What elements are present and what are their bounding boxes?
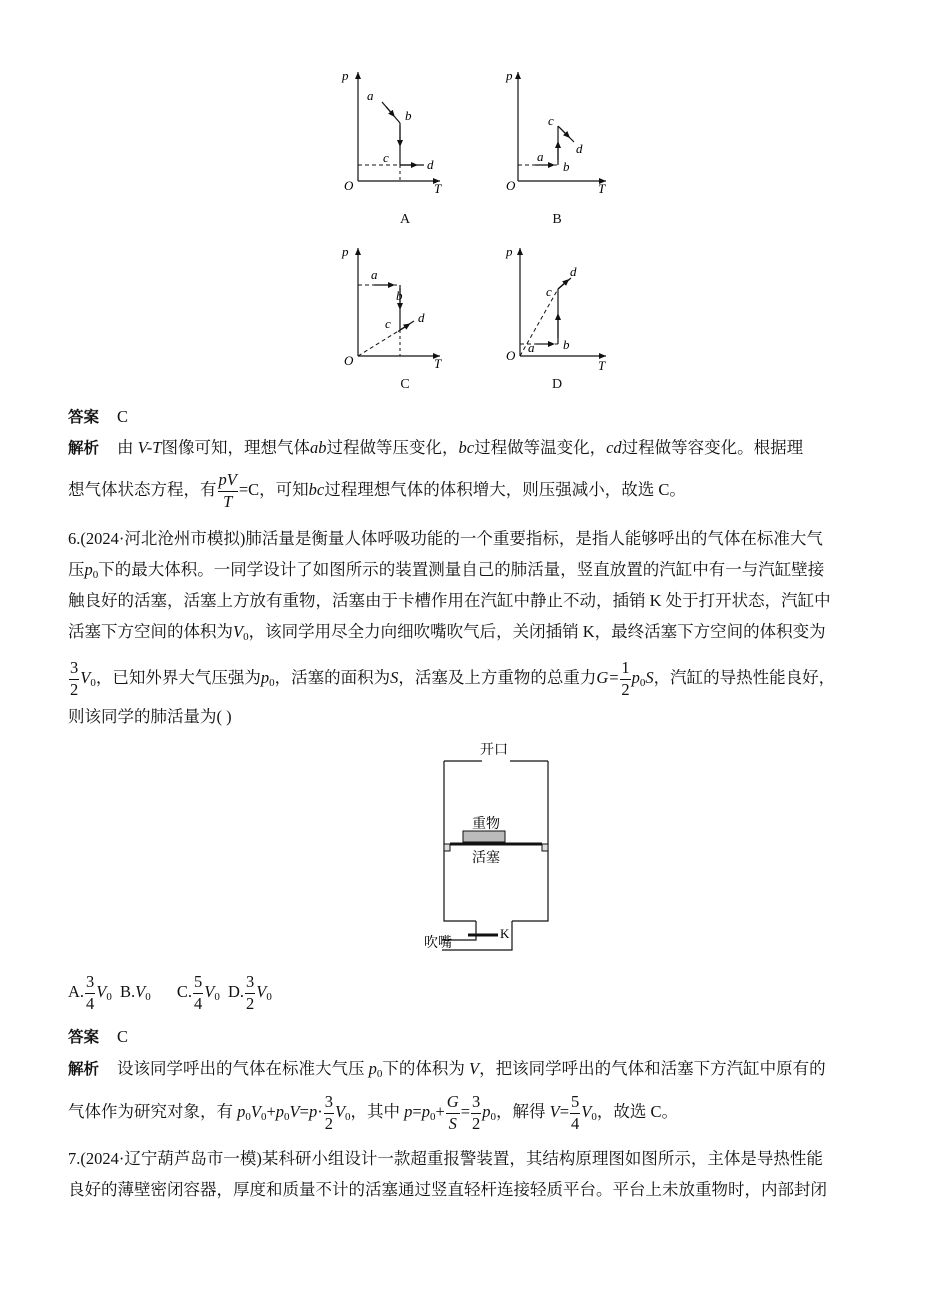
q6-answer: C bbox=[117, 1027, 129, 1046]
graph-B-a: a bbox=[537, 149, 544, 164]
q6-options bbox=[68, 974, 888, 1012]
q5-answer-line bbox=[68, 406, 888, 428]
graph-C-p-label: p bbox=[342, 244, 349, 259]
graph-A-a: a bbox=[367, 88, 374, 103]
option-B[interactable]: $B.V_0$ bbox=[120, 981, 151, 1003]
q6-stem-line5: $\frac{3}{2}$ $V_0$，已知外界大气压强为$p_0$，活塞的面积为S，活塞及上方重物的总重力G= $\frac{1}{2}$ $p_0S$，汽缸的导热性能良好， bbox=[70, 658, 836, 699]
option-D[interactable]: D. $\frac{3}{2}$ $V_0$ bbox=[227, 972, 272, 1013]
q7-line2: 良好的薄壁密闭容器，厚度和质量不计的活塞通过竖直轻杆连接轻质平台。平台上未放重物时，内部封闭 bbox=[68, 1180, 827, 1199]
option-A[interactable]: A. $\frac{3}{4}$ $V_0$ bbox=[68, 972, 112, 1013]
q5-fraction: $\frac{pV}{T}$ bbox=[218, 470, 237, 511]
q5-answer-label: 答案 bbox=[68, 408, 100, 426]
caption-C: C bbox=[400, 377, 410, 392]
q5-analysis-label: 解析 bbox=[68, 439, 100, 457]
graph-C-origin-dash bbox=[358, 330, 400, 356]
graph-D-d: d bbox=[570, 264, 577, 279]
q6-analysis-line1: 解析 设该同学呼出的气体在标准大气压 $p_0$下的体积为 V，把该同学呼出的气体和活塞下方汽缸中原有的 bbox=[68, 1059, 826, 1080]
pin-K-label: K bbox=[500, 926, 510, 941]
graph-B-origin: O bbox=[506, 178, 516, 193]
q6-stem-line3: 触良好的活塞，活塞上方放有重物，活塞由于卡槽作用在汽缸中静止不动，插销 K 处于打开状态，汽缸中 bbox=[68, 591, 831, 610]
q6-stem-line1: 6.(2024·河北沧州市模拟)肺活量是衡量人体呼吸功能的一个重要指标，是指人能够呼出的气体在标准大气 bbox=[68, 529, 823, 548]
stop-left bbox=[444, 844, 450, 851]
piston-label: 活塞 bbox=[472, 851, 500, 866]
graph-D-c: c bbox=[546, 284, 552, 299]
q7-line1: 7.(2024·辽宁葫芦岛市一模)某科研小组设计一款超重报警装置，其结构原理图如图所示，主体是导热性能 bbox=[68, 1149, 823, 1168]
cylinder-wall-right bbox=[512, 761, 548, 921]
graph-A-c: c bbox=[383, 150, 389, 165]
q6-stem-line6: 则该同学的肺活量为( ) bbox=[68, 707, 232, 726]
caption-D: D bbox=[551, 377, 563, 392]
graph-D bbox=[505, 244, 606, 373]
cylinder-figure bbox=[420, 738, 550, 960]
graph-D-p-label: p bbox=[506, 244, 513, 259]
caption-B: B bbox=[552, 212, 562, 227]
graph-B-b: b bbox=[563, 159, 570, 174]
graph-C bbox=[341, 244, 442, 371]
stop-right bbox=[542, 844, 548, 851]
graph-C-d: d bbox=[418, 310, 425, 325]
q6-answer-line bbox=[68, 1026, 888, 1048]
mouthpiece-label: 吹嘴 bbox=[424, 936, 452, 951]
weight-label: 重物 bbox=[472, 817, 500, 832]
q6-answer-label: 答案 bbox=[68, 1028, 100, 1046]
graph-B-T-label: T bbox=[598, 181, 606, 196]
graph-D-T-label: T bbox=[598, 358, 606, 373]
q6-analysis-label: 解析 bbox=[68, 1060, 100, 1078]
graph-A-b: b bbox=[405, 108, 412, 123]
graph-A-d: d bbox=[427, 157, 434, 172]
graph-D-origin: O bbox=[506, 348, 516, 363]
graph-A-origin: O bbox=[344, 178, 354, 193]
graph-A-T-label: T bbox=[434, 181, 442, 196]
graph-D-a: a bbox=[528, 340, 535, 355]
graph-B-p-label: p bbox=[506, 68, 513, 83]
q5-answer: C bbox=[117, 407, 129, 426]
weight-block bbox=[463, 831, 505, 842]
graph-B bbox=[505, 68, 606, 196]
graph-A bbox=[341, 68, 442, 196]
caption-A: A bbox=[399, 212, 411, 227]
q5-analysis-line2: 想气体状态方程，有 $\frac{pV}{T}$ =C，可知bc过程理想气体的体积增大，则压强减小，故选 C。 bbox=[68, 470, 686, 511]
q6-stem-line4: 活塞下方空间的体积为$V_0$，该同学用尽全力向细吹嘴吹气后，关闭插销 K，最终活塞下方空间的体积变为 bbox=[68, 622, 826, 643]
graph-B-c: c bbox=[548, 113, 554, 128]
graph-A-p-label: p bbox=[342, 68, 349, 83]
q5-analysis-line1: 解析 由 V-T图像可知，理想气体ab过程做等压变化，bc过程做等温变化，cd过程做等容变化。根据理 bbox=[68, 438, 804, 457]
graph-D-origin-dash bbox=[520, 289, 558, 356]
q6-analysis-line2: 气体作为研究对象，有 $p_0V_0+p_0V=p\cdot$ $\frac{3}{2}$ $V_0$，其中 $p=p_0+$ $\frac{G}{S}$ = $\frac{3}{2}$ $p_0$，解得 V= $\frac{5}{4}$ $V_0$，故选 C。 bbox=[68, 1092, 679, 1133]
q6-stem-line2: 压$p_0$下的最大体积。一同学设计了如图所示的装置测量自己的肺活量，竖直放置的汽缸中有一与汽缸壁接 bbox=[68, 560, 825, 581]
graph-D-b: b bbox=[563, 337, 570, 352]
graph-C-a: a bbox=[371, 267, 378, 282]
opening-label: 开口 bbox=[480, 743, 508, 758]
graph-C-origin: O bbox=[344, 353, 354, 368]
graph-C-T-label: T bbox=[434, 356, 442, 371]
graph-B-d: d bbox=[576, 141, 583, 156]
graph-C-c: c bbox=[385, 316, 391, 331]
graph-C-b: b bbox=[396, 288, 403, 303]
option-C[interactable]: C. $\frac{5}{4}$ $V_0$ bbox=[176, 972, 220, 1013]
pt-graphs-figure bbox=[330, 60, 630, 405]
